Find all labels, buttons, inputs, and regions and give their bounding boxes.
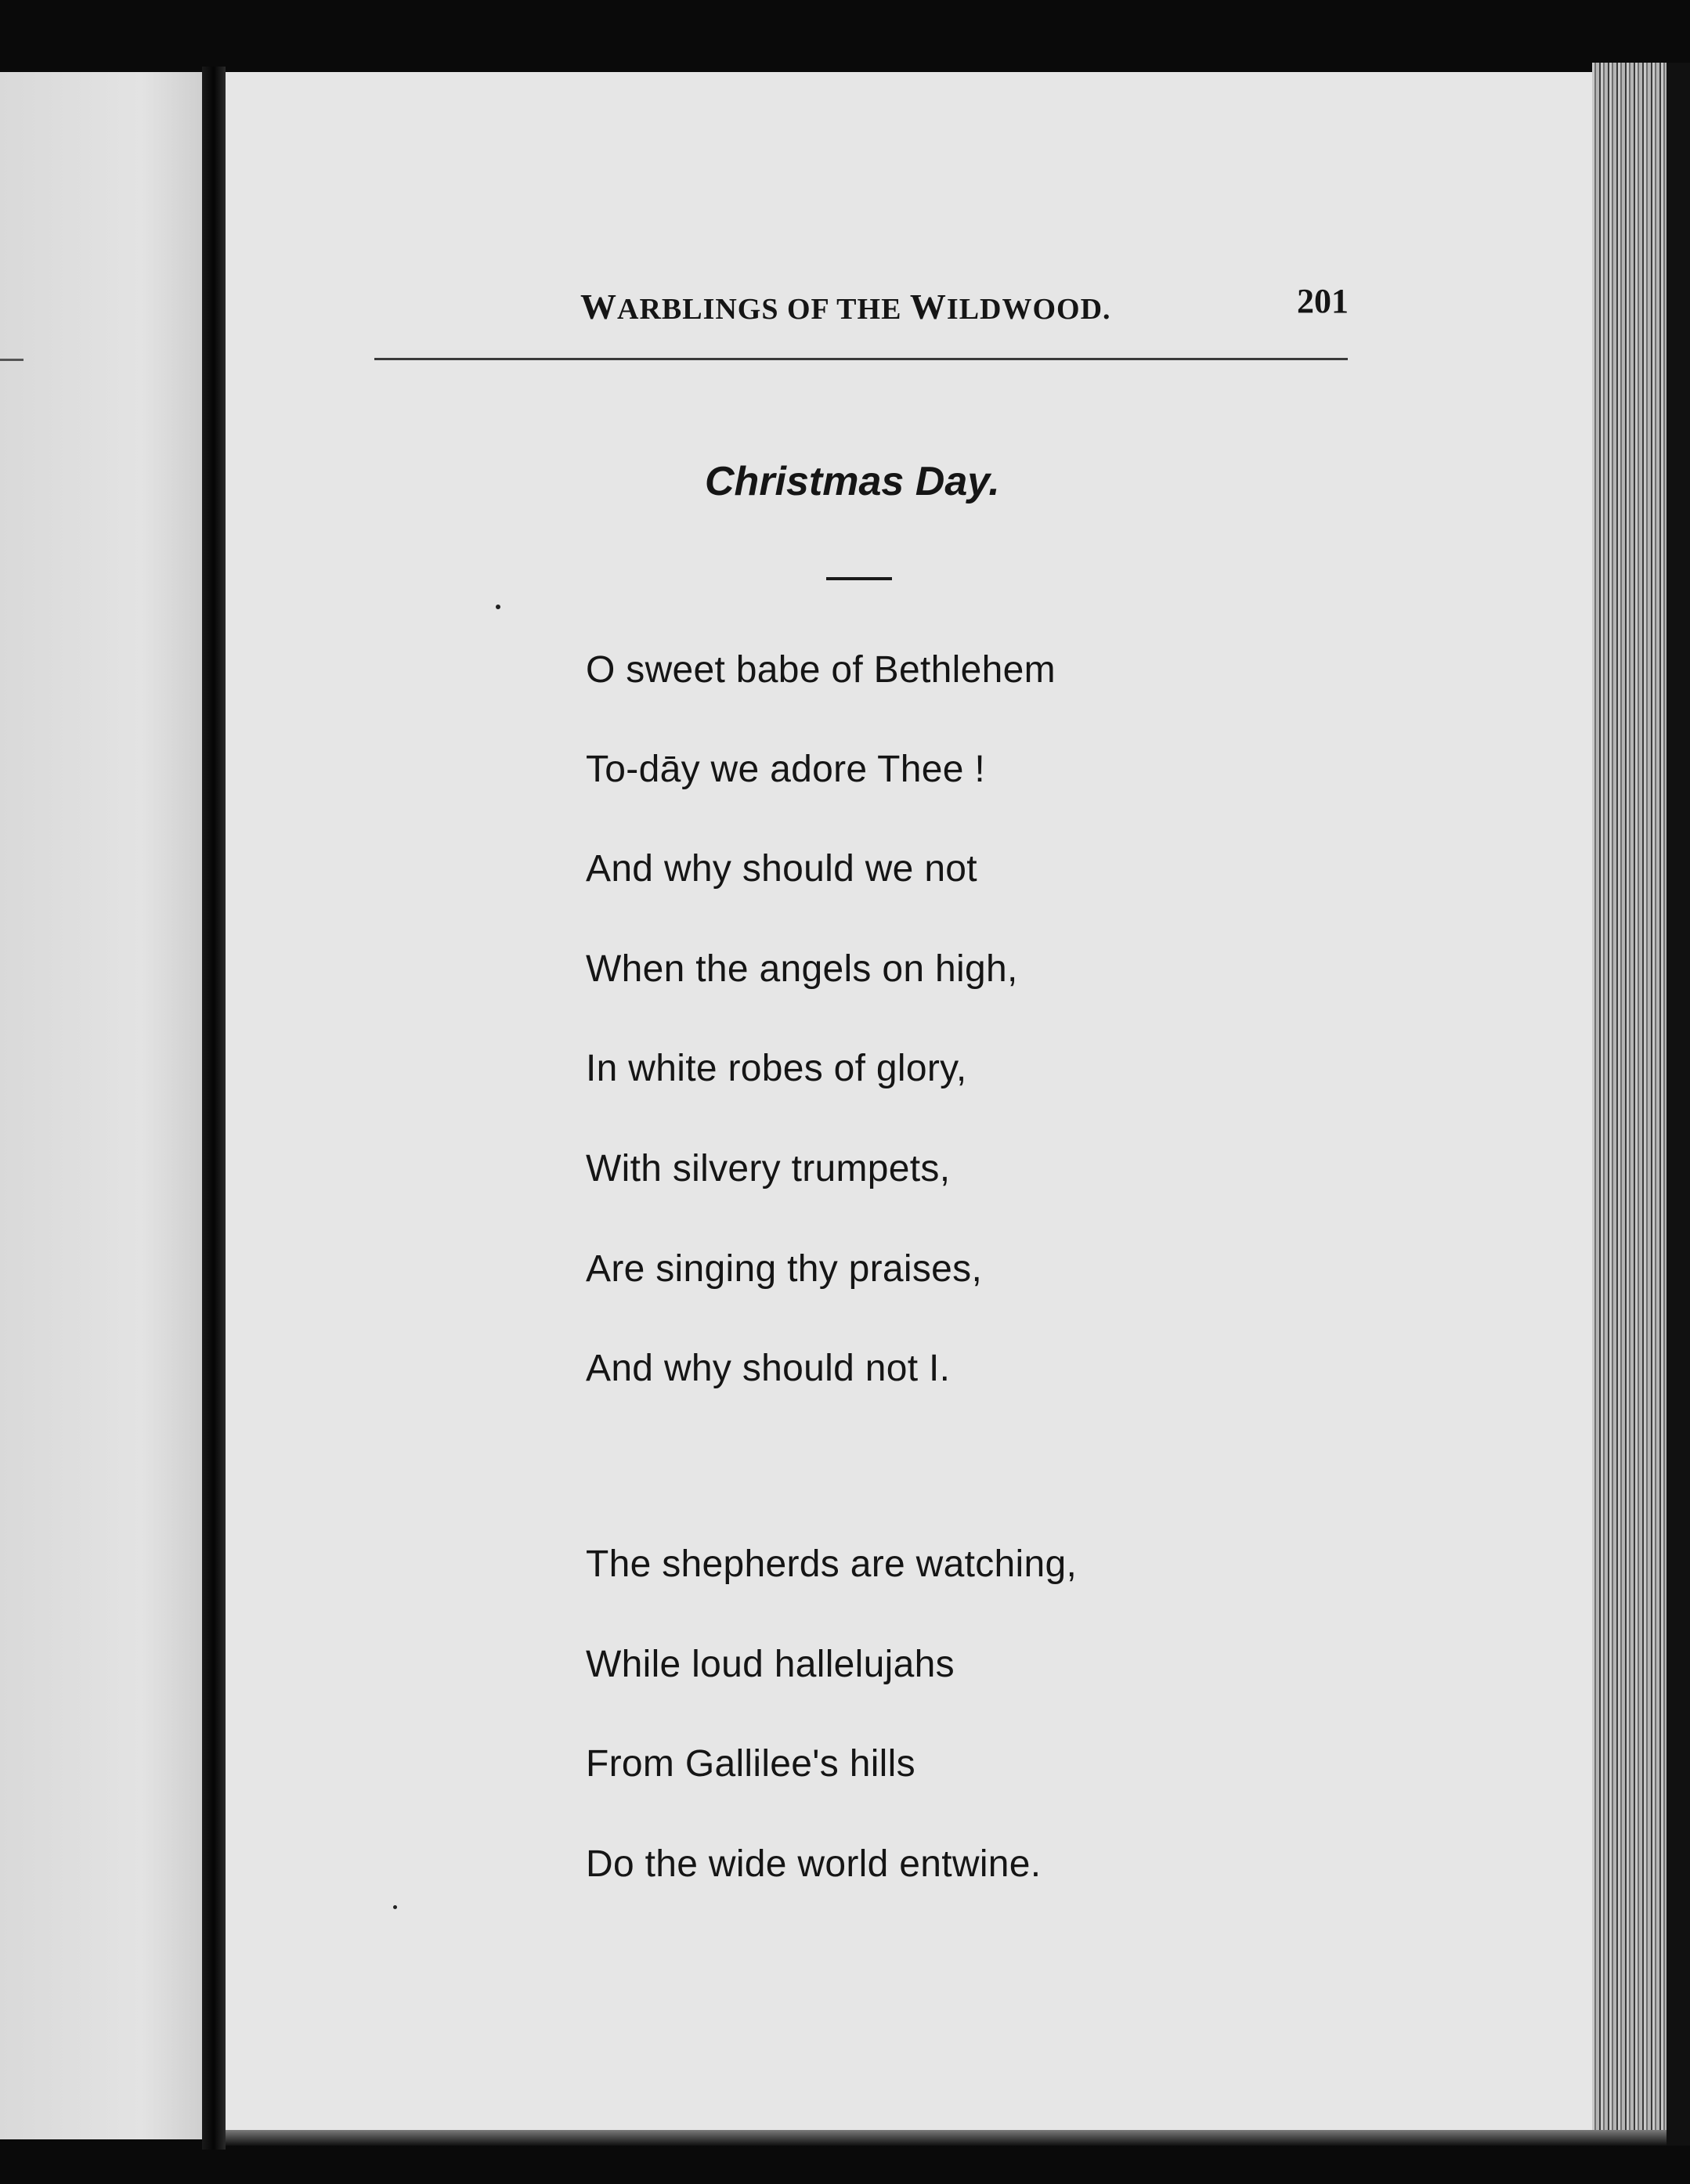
running-title: WARBLINGS OF THE WILDWOOD.: [580, 287, 1111, 327]
page-edges-shadow: [1667, 63, 1690, 2146]
poem-line: To-dāy we adore Thee !: [586, 749, 986, 790]
poem-line: O sweet babe of Bethlehem: [586, 649, 1056, 691]
poem-line: While loud hallelujahs: [586, 1644, 955, 1685]
header-rule: [374, 358, 1348, 360]
page-number: 201: [1297, 282, 1349, 320]
page-bottom-shadow: [226, 2130, 1667, 2146]
poem-line: And why should we not: [586, 848, 977, 890]
title-dash: [826, 577, 892, 580]
poem-line: From Gallilee's hills: [586, 1743, 915, 1785]
poem-title: Christmas Day.: [705, 459, 1000, 504]
poem-line: With silvery trumpets,: [586, 1148, 951, 1189]
poem-line: Are singing thy praises,: [586, 1248, 983, 1290]
facing-page: [0, 72, 202, 2139]
poem-line: In white robes of glory,: [586, 1048, 967, 1089]
binding-gutter: [202, 67, 226, 2150]
print-speck: [393, 1905, 397, 1909]
poem-line: When the angels on high,: [586, 948, 1018, 990]
book-page: [226, 72, 1592, 2139]
page-edges: [1592, 63, 1667, 2146]
facing-page-mark: [0, 359, 23, 361]
poem-line: The shepherds are watching,: [586, 1543, 1078, 1585]
poem-line: And why should not I.: [586, 1348, 951, 1389]
print-speck: [496, 605, 500, 609]
poem-line: Do the wide world entwine.: [586, 1843, 1042, 1885]
